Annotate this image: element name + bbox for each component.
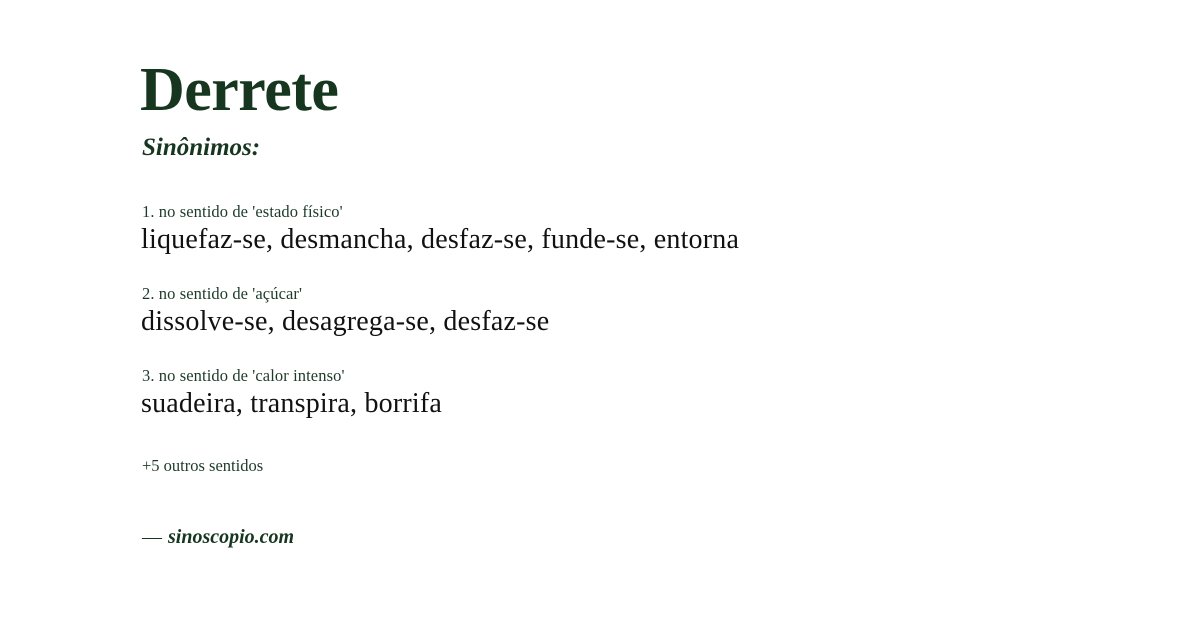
sense-list xyxy=(140,202,1060,420)
sense-synonyms: dissolve-se, desagrega-se, desfaz-se xyxy=(141,306,550,338)
more-senses-note: +5 outros sentidos xyxy=(142,456,264,476)
source-attribution xyxy=(142,526,1060,549)
sense-item xyxy=(140,366,1060,420)
section-subtitle: Sinônimos: xyxy=(142,134,261,162)
page-title: Derrete xyxy=(140,56,339,124)
sense-item xyxy=(140,202,1060,256)
sense-item xyxy=(140,284,1060,338)
sense-synonyms: suadeira, transpira, borrifa xyxy=(141,388,443,420)
sense-label: 3. no sentido de 'calor intenso' xyxy=(142,366,345,386)
source-name: sinoscopio.com xyxy=(168,526,295,549)
em-dash: — xyxy=(142,526,162,549)
sense-label: 1. no sentido de 'estado físico' xyxy=(142,202,343,222)
sense-label: 2. no sentido de 'açúcar' xyxy=(142,284,303,304)
sense-synonyms: liquefaz-se, desmancha, desfaz-se, funde-se, entorna xyxy=(141,224,740,256)
